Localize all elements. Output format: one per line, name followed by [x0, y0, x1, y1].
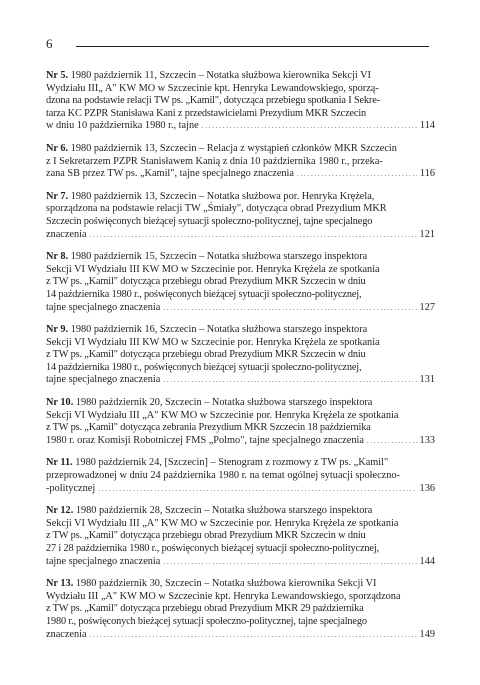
toc-entry-line — [46, 397, 435, 410]
toc-entry-last-line — [46, 168, 435, 181]
toc-entry-line: z TW ps. „Kamil" dotycząca przebiegu obrad Prezydium MKR Szczecin w dniu — [46, 349, 366, 361]
toc-entry-number: Nr 10. — [46, 397, 74, 409]
toc-entry-tail-text: -politycznej — [46, 482, 96, 494]
toc-entry-last-line — [46, 556, 435, 569]
toc-entry-text: 1980 październik 13, Szczecin – Notatka służbowa por. Henryka Krężela, — [68, 190, 375, 202]
toc-entry-line: Szczecin poświęconych bieżącej sytuacji społeczno-politycznej, tajne specjalnego — [46, 215, 373, 227]
toc-entry — [46, 324, 435, 387]
toc-entry — [46, 251, 435, 314]
table-of-contents — [46, 70, 435, 651]
toc-entry-line: 14 października 1980 r., poświęconych bieżącej sytuacji społeczno-politycznej, — [46, 361, 362, 373]
toc-entry-line: 1980 r., poświęconych bieżącej sytuacji społeczno-politycznej, tajne specjalnego — [46, 615, 367, 627]
dot-leader — [202, 120, 417, 133]
toc-entry-page: 121 — [419, 228, 435, 240]
toc-entry-page: 133 — [419, 434, 435, 446]
toc-entry-line: Sekcji VI Wydziału III KW MO w Szczecinie por. Henryka Krężela ze spotkania — [46, 263, 380, 275]
toc-entry-number: Nr 8. — [46, 251, 69, 263]
toc-entry-page: 116 — [419, 168, 435, 180]
toc-entry-line: 14 października 1980 r., poświęconych bieżącej sytuacji społeczno-politycznej, — [46, 288, 362, 300]
toc-entry-tail-text: znaczenia — [46, 228, 87, 240]
toc-entry-line: z TW ps. „Kamil" dotycząca przebiegu obrad Prezydium MKR 29 października — [46, 603, 364, 615]
toc-entry-line — [46, 457, 435, 470]
toc-entry-line — [46, 324, 435, 337]
toc-entry-line — [46, 505, 435, 518]
dot-leader — [163, 556, 416, 569]
toc-entry-tail-text: 1980 r. oraz Komisji Robotniczej FMS „Polmo", tajne specjalnego znaczenia — [46, 434, 364, 446]
toc-entry-page: 136 — [419, 482, 435, 494]
toc-entry-line — [46, 578, 435, 591]
toc-entry-line: Wydziału III„ A" KW MO w Szczecinie kpt. Henryka Lewandowskiego, sporzą- — [46, 82, 379, 94]
toc-entry-line — [46, 251, 435, 264]
toc-entry-text: 1980 październik 11, Szczecin – Notatka służbowa kierownika Sekcji VI — [68, 70, 371, 81]
dot-leader — [163, 302, 416, 315]
toc-entry-page: 131 — [419, 374, 435, 386]
toc-entry-page: 149 — [419, 628, 435, 640]
dot-leader — [90, 629, 417, 642]
dot-leader — [297, 168, 417, 181]
toc-entry-text: 1980 październik 15, Szczecin – Notatka służbowa starszego inspektora — [68, 251, 368, 263]
toc-entry — [46, 505, 435, 568]
toc-entry-number: Nr 5. — [46, 70, 69, 81]
toc-entry-line — [46, 70, 435, 83]
toc-entry-line: 27 i 28 października 1980 r., poświęconych bieżącej sytuacji społeczno-politycznej, — [46, 543, 379, 554]
toc-entry-line: Sekcji VI Wydziału III KW MO w Szczecinie por. Henryka Krężela ze spotkania — [46, 336, 380, 348]
toc-entry-number: Nr 6. — [46, 142, 69, 154]
toc-entry-line: Sekcji VI Wydziału III „A" KW MO w Szczecinie por. Henryka Krężela ze spotkania — [46, 517, 399, 529]
toc-entry-line: z TW ps. „Kamil" dotycząca przebiegu obrad Prezydium MKR Szczecin w dniu — [46, 530, 366, 542]
toc-entry-line: z TW ps. „Kamil" dotycząca zebrania Prezydium MKR Szczecin 18 października — [46, 422, 371, 434]
toc-entry-last-line — [46, 374, 435, 387]
toc-entry-line: tarza KC PZPR Stanisława Kani z przedstawicielami Prezydium MKR Szczecin — [46, 107, 367, 119]
dot-leader — [163, 374, 416, 387]
toc-entry-tail-text: znaczenia — [46, 628, 87, 640]
dot-leader — [98, 483, 416, 496]
toc-entry-last-line — [46, 435, 435, 448]
header-rule — [76, 46, 429, 47]
toc-entry-line: sporządzona na podstawie relacji TW „Śmiały", dotycząca obrad Prezydium MKR — [46, 203, 387, 215]
toc-entry-tail-text: zana SB przez TW ps. „Kamil", tajne specjalnego znaczenia — [46, 168, 294, 180]
toc-entry — [46, 397, 435, 447]
toc-entry — [46, 457, 435, 495]
toc-entry-text: 1980 październik 24, [Szczecin] – Stenogram z rozmowy z TW ps. „Kamil" — [72, 457, 389, 469]
toc-entry-last-line — [46, 629, 435, 642]
toc-entry-number: Nr 13. — [46, 578, 74, 590]
toc-entry-line — [46, 143, 435, 156]
toc-entry — [46, 143, 435, 181]
toc-entry-number: Nr 7. — [46, 190, 69, 202]
toc-entry-tail-text: tajne specjalnego znaczenia — [46, 374, 161, 386]
toc-entry-line: przeprowadzonej w dniu 24 października 1980 r. na temat ogólnej sytuacji społeczno- — [46, 470, 400, 482]
toc-entry — [46, 70, 435, 133]
toc-entry — [46, 191, 435, 241]
toc-entry-line: z TW ps. „Kamil" dotycząca przebiegu obrad Prezydium MKR Szczecin w dniu — [46, 276, 366, 288]
toc-entry — [46, 578, 435, 641]
toc-entry-page: 114 — [419, 120, 435, 132]
toc-entry-line: z I Sekretarzem PZPR Stanisławem Kanią z dnia 10 października 1980 r., przeka- — [46, 155, 383, 167]
toc-entry-last-line — [46, 302, 435, 315]
toc-entry-page: 127 — [419, 301, 435, 313]
toc-entry-line: Sekcji VI Wydziału III „A" KW MO w Szczecinie por. Henryka Krężela ze spotkania — [46, 409, 399, 421]
toc-entry-text: 1980 październik 20, Szczecin – Notatka służbowa starszego inspektora — [73, 397, 373, 409]
toc-entry-number: Nr 11. — [46, 457, 73, 469]
toc-entry-tail-text: tajne specjalnego znaczenia — [46, 555, 161, 567]
toc-entry-last-line — [46, 483, 435, 496]
dot-leader — [90, 229, 417, 242]
toc-entry-tail-text: w dniu 10 października 1980 r., tajne — [46, 120, 199, 132]
toc-entry-line: Wydziału III „A" KW MO w Szczecinie kpt. Henryka Lewandowskiego, sporządzona — [46, 590, 401, 602]
toc-entry-last-line — [46, 229, 435, 242]
toc-entry-text: 1980 październik 13, Szczecin – Relacja z wystąpień członków MKR Szczecin — [68, 142, 397, 154]
toc-entry-number: Nr 9. — [46, 324, 69, 336]
toc-entry-text: 1980 październik 30, Szczecin – Notatka służbowa kierownika Sekcji VI — [73, 578, 377, 590]
toc-entry-text: 1980 październik 16, Szczecin – Notatka służbowa starszego inspektora — [68, 324, 368, 336]
toc-entry-number: Nr 12. — [46, 505, 74, 517]
page-number: 6 — [46, 36, 53, 51]
toc-entry-line: dzona na podstawie relacji TW ps. „Kamil", dotycząca przebiegu spotkania I Sekre- — [46, 95, 380, 107]
toc-entry-page: 144 — [419, 555, 435, 567]
toc-entry-tail-text: tajne specjalnego znaczenia — [46, 301, 161, 313]
dot-leader — [367, 435, 417, 448]
toc-entry-line — [46, 191, 435, 204]
toc-entry-last-line — [46, 120, 435, 133]
toc-entry-text: 1980 październik 28, Szczecin – Notatka służbowa starszego inspektora — [73, 505, 373, 517]
